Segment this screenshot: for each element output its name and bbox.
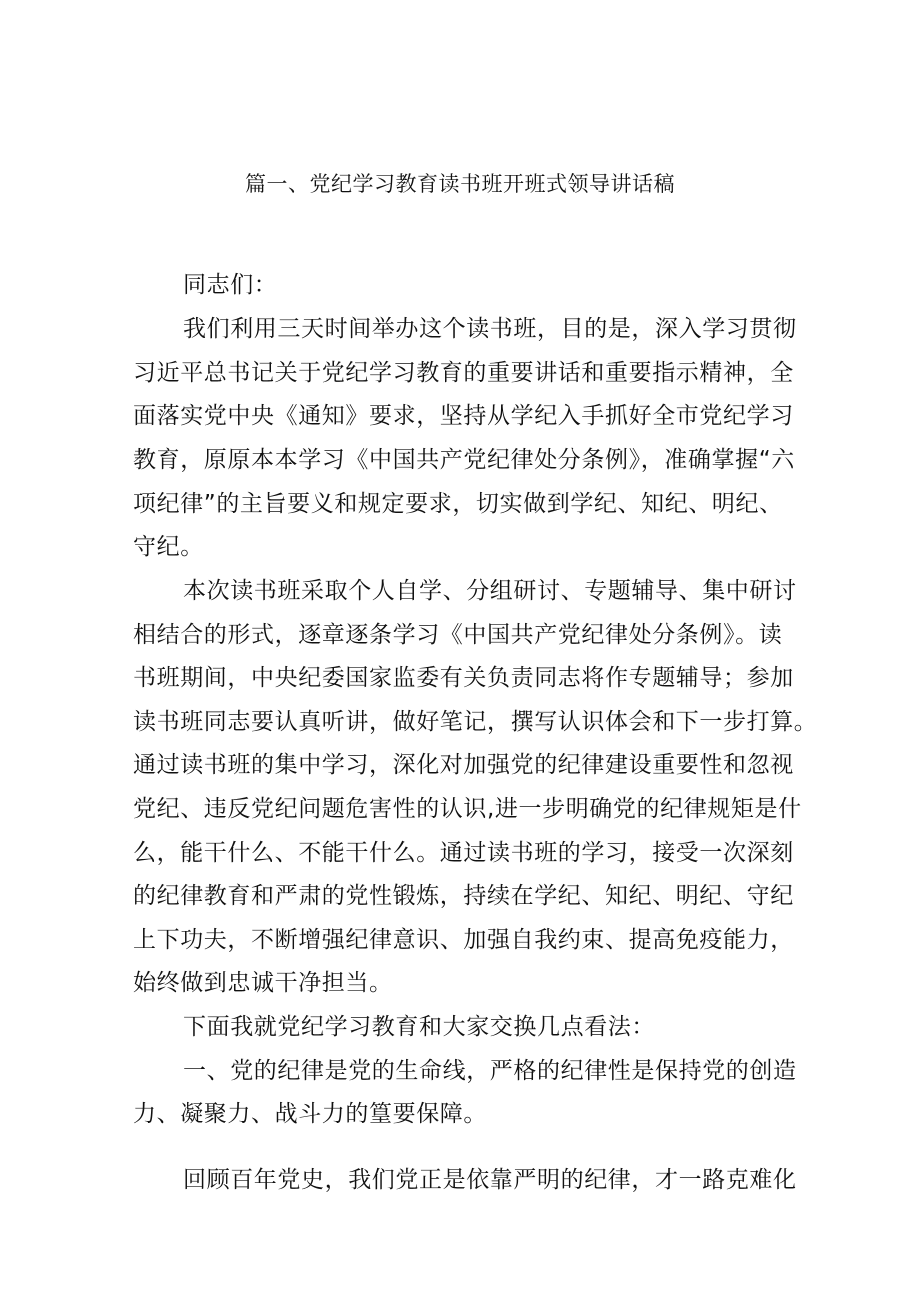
paragraph-2-line: 本次读书班采取个人自学、分组研讨、专题辅导、集中研讨: [183, 578, 797, 604]
paragraph-2-line: 通过读书班的集中学习，深化对加强党的纪律建设重要性和忽视: [133, 752, 794, 778]
salutation: 同志们：: [183, 272, 278, 298]
paragraph-1-line: 面落实党中央《通知》要求，坚持从学纪入手抓好全市党纪学习: [133, 403, 794, 429]
paragraph-2-line: 读书班同志要认真听讲，做好笔记，撰写认识体会和下一步打算。: [133, 709, 818, 735]
section-heading-1-line: 一、党的纪律是党的生命线，严格的纪律性是保持党的创造: [183, 1058, 797, 1084]
paragraph-1-line: 守纪。: [133, 534, 204, 560]
section-heading-1-line: 力、凝聚力、战斗力的篁要保障。: [133, 1101, 487, 1127]
paragraph-2-line: 的纪律教育和严肃的党性锻炼，持续在学纪、知纪、明纪、守纪: [133, 883, 794, 909]
paragraph-1-line: 习近平总书记关于党纪学习教育的重要讲话和重要指示精神，全: [133, 360, 794, 386]
paragraph-2-line: 党纪、违反党纪问题危害性的认识,进一步明确党的纪律规矩是什: [133, 796, 802, 822]
paragraph-2-line: 么，能干什么、不能干什么。通过读书班的学习，接受一次深刻: [133, 840, 794, 866]
document-title: 篇一、党纪学习教育读书班开班式领导讲话稿: [245, 172, 675, 196]
paragraph-1-line: 项纪律”的主旨要义和规定要求，切实做到学纪、知纪、明纪、: [133, 491, 783, 517]
paragraph-4-line: 回顾百年党史，我们党正是依靠严明的纪律，才一路克难化: [183, 1167, 797, 1193]
paragraph-2-line: 上下功夫，不断增强纪律意识、加强自我约束、提高免疫能力，: [133, 927, 794, 953]
paragraph-2-line: 相结合的形式，逐章逐条学习《中国共产党纪律处分条例》。读: [133, 622, 783, 648]
paragraph-3-line: 下面我就党纪学习教育和大家交换几点看法：: [183, 1014, 655, 1040]
paragraph-1-line: 我们利用三天时间举办这个读书班，目的是，深入学习贯彻: [183, 316, 797, 342]
paragraph-1-line: 教育，原原本本学习《中国共产党纪律处分条例》，准确掌握“六: [133, 447, 795, 473]
paragraph-2-line: 书班期间，中央纪委国家监委有关负责同志将作专题辅导；参加: [133, 665, 794, 691]
paragraph-2-line: 始终做到忠诚干净担当。: [133, 970, 393, 996]
